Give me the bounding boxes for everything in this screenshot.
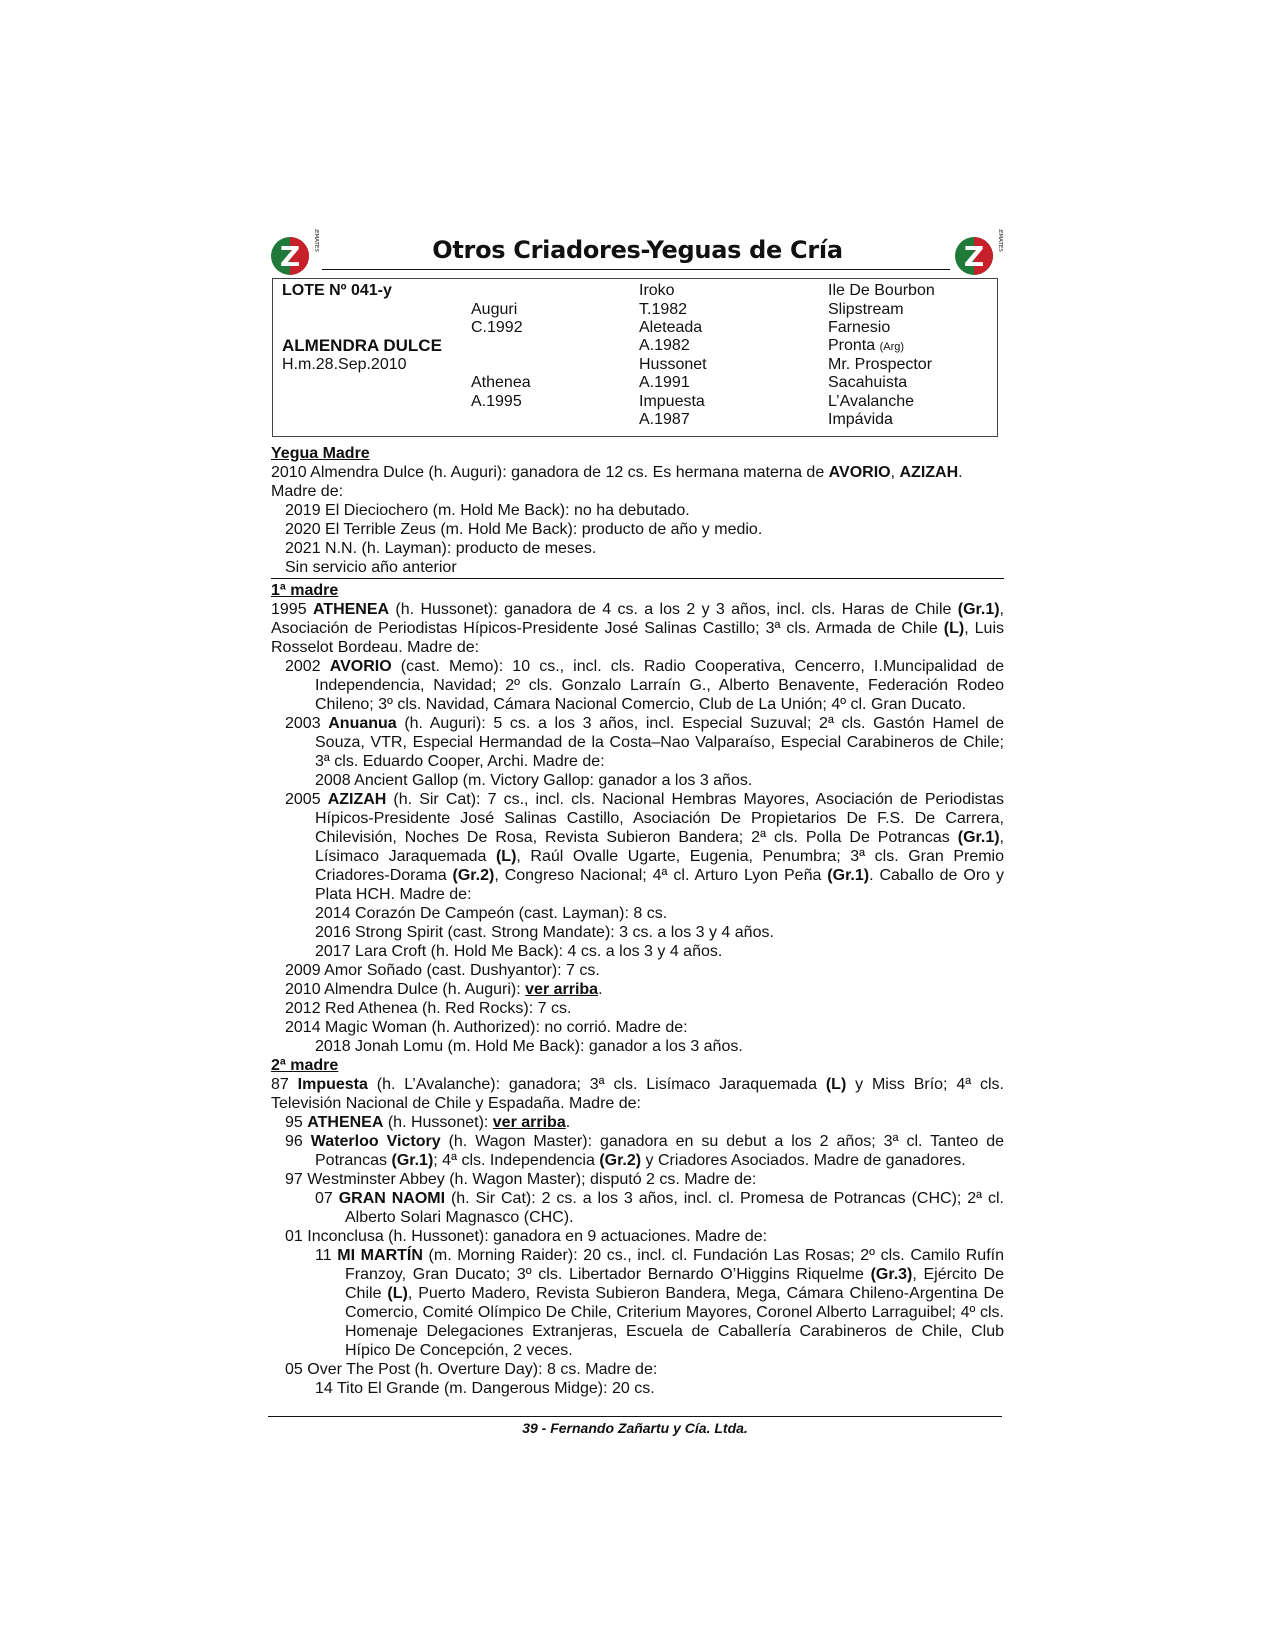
offspring-athenea: 95 ATHENEA (h. Hussonet): ver arriba. <box>285 1114 571 1131</box>
grandparent-info: A.1982 <box>639 337 690 354</box>
section-divider <box>271 578 1004 579</box>
grand-offspring-item: 2018 Jonah Lomu (m. Hold Me Back): ganador a los 3 años. <box>315 1038 743 1055</box>
pedigree-box <box>272 278 998 437</box>
segunda-madre-intro: 87 Impuesta (h. L’Avalanche): ganadora; 3ª cls. Lisímaco Jaraquemada (L) y Miss Brío; 4ª cls. Televisión Nacional de Chile y Espadaña. Madre de: <box>271 1076 1004 1112</box>
offspring-item: 01 Inconclusa (h. Hussonet): ganadora en 9 actuaciones. Madre de: <box>285 1228 768 1245</box>
svg-text:Z: Z <box>279 240 301 273</box>
grandparent: Hussonet <box>639 356 707 373</box>
grandparent-info: T.1982 <box>639 301 688 318</box>
grand-offspring-mi-martin: 11 MI MARTÍN (m. Morning Raider): 20 cs., incl. cl. Fundación Las Rosas; 2º cls. Camilo Rufín Franzoy, Gran Ducato; 3º cls. Libertador Bernardo O’Higgins Riquelme (Gr.3), Ejército De Chile (L), Puerto Madero, Revista Subieron Bandera, Mega, Cámara Chileno-Argentina De Comercio, Comité Olímpico De Chile, Criterium Mayores, Coronel Alberto Larraguibel; 4º cls. Homenaje Delegaciones Extranjeras, Escuela de Caballería Carabineros de Chile, Club Hípico De Concepción, 2 veces. <box>315 1247 1005 1359</box>
great-grandparent: Mr. Prospector <box>828 356 933 373</box>
offspring-item: 2014 Magic Woman (h. Authorized): no corrió. Madre de: <box>285 1019 688 1036</box>
offspring-item: 2020 El Terrible Zeus (m. Hold Me Back): producto de año y medio. <box>285 521 763 538</box>
great-grandparent: L’Avalanche <box>828 393 914 410</box>
footer-rule <box>268 1416 1002 1417</box>
great-grandparent: Ile De Bourbon <box>828 282 935 299</box>
great-grandparent: Sacahuista <box>828 374 908 391</box>
svg-text:REMATES: REMATES <box>313 229 319 252</box>
grandparent: Iroko <box>639 282 675 299</box>
sire-name: Auguri <box>471 301 518 318</box>
horse-name: ALMENDRA DULCE <box>282 336 442 355</box>
page-footer: 39 - Fernando Zañartu y Cía. Ltda. <box>522 1420 748 1436</box>
offspring-item: 2019 El Dieciochero (m. Hold Me Back): no ha debutado. <box>285 502 690 519</box>
offspring-item: 05 Over The Post (h. Overture Day): 8 cs. Madre de: <box>285 1361 658 1378</box>
great-grandparent: Farnesio <box>828 319 891 336</box>
grand-offspring-item: 2014 Corazón De Campeón (cast. Layman): 8 cs. <box>315 905 668 922</box>
great-grandparent <box>828 336 904 357</box>
ver-arriba-link: ver arriba <box>492 1114 566 1131</box>
offspring-item: 2009 Amor Soñado (cast. Dushyantor): 7 cs. <box>285 962 600 979</box>
primera-madre-intro: 1995 ATHENEA (h. Hussonet): ganadora de 4 cs. a los 2 y 3 años, incl. cls. Haras de Chile (Gr.1), Asociación de Periodistas Hípicos-Presidente José Salinas Castillo; 3ª cls. Armada de Chile (L), Luis Rosselot Bordeau. Madre de: <box>271 601 1005 656</box>
section-heading-segunda-madre: 2ª madre <box>271 1057 339 1074</box>
offspring-item: Sin servicio año anterior <box>285 559 457 576</box>
title-underline <box>322 269 950 270</box>
page-title: Otros Criadores-Yeguas de Cría <box>432 236 843 264</box>
sire-info: C.1992 <box>471 319 523 336</box>
grand-offspring-item: 2017 Lara Croft (h. Hold Me Back): 4 cs. a los 3 y 4 años. <box>315 943 723 960</box>
offspring-item: 2021 N.N. (h. Layman): producto de meses. <box>285 540 597 557</box>
offspring-item: 2012 Red Athenea (h. Red Rocks): 7 cs. <box>285 1000 572 1017</box>
origin-suffix: (Arg) <box>879 341 905 353</box>
great-grandparent-name: Pronta <box>828 337 876 354</box>
grandparent-info: A.1991 <box>639 374 690 391</box>
madre-de-label: Madre de: <box>271 483 344 500</box>
dam-info: A.1995 <box>471 393 522 410</box>
offspring-anuanua: 2003 Anuanua (h. Auguri): 5 cs. a los 3 años, incl. Especial Suzuval; 2ª cls. Gastón Hamel de Souza, VTR, Especial Hermandad de la Costa–Nao Valparaíso, Especial Carabineros de Chile; 3ª cls. Eduardo Cooper, Archi. Madre de: <box>285 715 1005 770</box>
remates-logo-right <box>952 229 1006 277</box>
grand-offspring-item: 2008 Ancient Gallop (m. Victory Gallop: ganador a los 3 años. <box>315 772 753 789</box>
section-heading-yegua-madre: Yegua Madre <box>271 445 370 462</box>
ver-arriba-link: ver arriba <box>525 981 599 998</box>
yegua-madre-intro: 2010 Almendra Dulce (h. Auguri): ganadora de 12 cs. Es hermana materna de AVORIO, AZIZAH. <box>271 464 963 481</box>
remates-logo-left <box>268 229 322 277</box>
horse-info: H.m.28.Sep.2010 <box>282 356 407 373</box>
offspring-item: 97 Westminster Abbey (h. Wagon Master); disputó 2 cs. Madre de: <box>285 1171 757 1188</box>
svg-text:REMATES: REMATES <box>997 229 1003 252</box>
grand-offspring-item: 2016 Strong Spirit (cast. Strong Mandate): 3 cs. a los 3 y 4 años. <box>315 924 774 941</box>
lote-label: LOTE Nº 041-y <box>282 282 392 299</box>
grand-offspring-item: 14 Tito El Grande (m. Dangerous Midge): 20 cs. <box>315 1380 655 1397</box>
svg-text:Z: Z <box>963 240 985 273</box>
grandparent: Impuesta <box>639 393 705 410</box>
offspring-azizah: 2005 AZIZAH (h. Sir Cat): 7 cs., incl. cls. Nacional Hembras Mayores, Asociación de Periodistas Hípicos-Presidente José Salinas Castillo, Asociación De Propietarios De F.S. De Carrera, Chilevisión, Noches De Rosa, Revista Subieron Bandera; 2ª cls. Polla De Potrancas (Gr.1), Lísimaco Jaraquemada (L), Raúl Ovalle Ugarte, Eugenia, Penumbra; 3ª cls. Gran Premio Criadores-Dorama (Gr.2), Congreso Nacional; 4ª cl. Arturo Lyon Peña (Gr.1). Caballo de Oro y Plata HCH. Madre de: <box>285 791 1004 903</box>
dam-name: Athenea <box>471 374 531 391</box>
great-grandparent: Impávida <box>828 411 893 428</box>
offspring-waterloo: 96 Waterloo Victory (h. Wagon Master): ganadora en su debut a los 2 años; 3ª cl. Tanteo de Potrancas (Gr.1); 4ª cls. Independencia (Gr.2) y Criadores Asociados. Madre de ganadores. <box>285 1133 1005 1169</box>
offspring-avorio: 2002 AVORIO (cast. Memo): 10 cs., incl. cls. Radio Cooperativa, Cencerro, I.Muncipalidad de Independencia, Navidad; 2º cls. Gonzalo Larraín G., Alberto Benavente, Federación Rodeo Chileno; 3º cls. Navidad, Cámara Nacional Comercio, Club de La Unión; 4º cl. Gran Ducato. <box>285 658 1004 713</box>
grandparent-info: A.1987 <box>639 411 690 428</box>
grand-offspring-gran-naomi: 07 GRAN NAOMI (h. Sir Cat): 2 cs. a los 3 años, incl. cl. Promesa de Potrancas (CHC); 2ª cl. Alberto Solari Magnasco (CHC). <box>315 1190 1004 1226</box>
great-grandparent: Slipstream <box>828 301 904 318</box>
lot-description <box>271 444 1004 1398</box>
grandparent: Aleteada <box>639 319 703 336</box>
section-heading-primera-madre: 1ª madre <box>271 582 339 599</box>
offspring-almendra: 2010 Almendra Dulce (h. Auguri): ver arriba. <box>285 981 603 998</box>
